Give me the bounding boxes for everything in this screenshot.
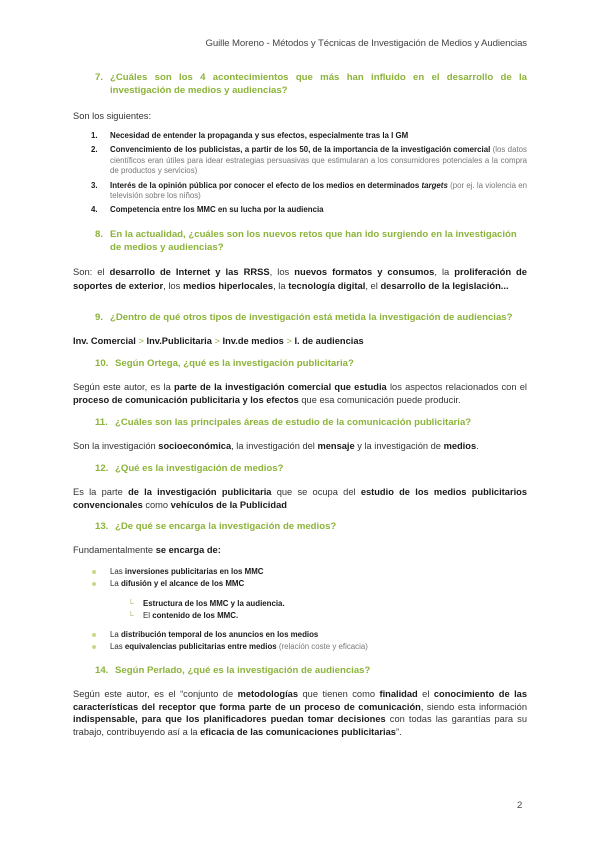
sub-list-item: └ Estructura de los MMC y la audiencia. [128, 599, 285, 608]
list-item-bold: Necesidad de entender la propaganda y sus efectos, especialmente tras la I GM [110, 131, 409, 140]
list-item-note: (por ej. la violencia en televisión sobre los niños) [110, 180, 528, 201]
question-number: 13. [95, 521, 109, 532]
list-number: 4. [91, 205, 98, 215]
list-number: 2. [91, 145, 98, 155]
answer-11: Son la investigación socioeconómica, la investigación del mensaje y la investigación de medios. [73, 441, 479, 451]
list-item [91, 131, 527, 141]
question-number: 7. [95, 72, 104, 83]
answer-9-chain: Inv. Comercial > Inv.Publicitaria > Inv.de medios > I. de audiencias [73, 336, 364, 346]
answer-14: Según este autor, es el “conjunto de metodologías que tienen como finalidad el conocimiento de las características del receptor que forma parte de un proceso de comunicación, siendo esta información indispensable, para que los planificadores puedan tomar decisiones con todas las garantías para su trabajo, contribuyendo así a la eficacia de las comunicaciones publicitarias”. [73, 689, 528, 737]
question-number: 11. [95, 417, 108, 428]
events-list [91, 131, 527, 220]
question-8 [95, 229, 527, 254]
list-item: La difusión y el alcance de los MMC [91, 578, 527, 590]
question-number: 10. [95, 358, 109, 369]
list-item: Las equivalencias publicitarias entre medios (relación coste y eficacia) [91, 641, 527, 653]
question-text: ¿Cuáles son las principales áreas de estudio de la comunicación publicitaria? [115, 417, 472, 428]
question-12 [95, 463, 527, 476]
running-header: Guille Moreno - Métodos y Técnicas de Investigación de Medios y Audiencias [205, 38, 527, 49]
list-item-note: (los datos científicos eran útiles para idear estrategias persuasivas que estimularan a los consumidores potenciales a la compra de productos y servicios) [110, 145, 527, 176]
question-10 [95, 358, 527, 371]
list-item: Las inversiones publicitarias en los MMC [91, 566, 527, 578]
answer-10: Según este autor, es la parte de la investigación comercial que estudia los aspectos relacionados con el proceso de comunicación publicitaria y los efectos que esa comunicación puede producir. [73, 382, 528, 405]
sub-bullet-icon: └ [128, 599, 134, 608]
intro-7: Son los siguientes: [73, 111, 152, 121]
answer-12: Es la parte de la investigación publicitaria que se ocupa del estudio de los medios publicitarios convencionales como vehículos de la Publicidad [73, 487, 528, 510]
question-7 [95, 72, 527, 97]
sub-list-item: └ El contenido de los MMC. [128, 610, 239, 620]
bullet-icon [92, 582, 96, 586]
intro-13: Fundamentalmente se encarga de: [73, 545, 221, 555]
list-item [91, 181, 527, 202]
question-text: ¿Cuáles son los 4 acontecimientos que más han influido en el desarrollo de la investigación de medios y audiencias? [110, 72, 527, 96]
question-number: 12. [95, 463, 109, 474]
question-number: 9. [95, 312, 104, 323]
question-text: En la actualidad, ¿cuáles son los nuevos retos que han ido surgiendo en la investigación de medios y audiencias? [110, 229, 517, 253]
list-item-bold: Convencimiento de los publicistas, a partir de los 50, de la importancia de la investigación comercial [110, 145, 491, 155]
list-item-italic: targets [421, 180, 448, 190]
answer-8: Son: el desarrollo de Internet y las RRSS, los nuevos formatos y consumos, la proliferación de soportes de exterior, los medios hiperlocales, la tecnología digital, el desarrollo de la legislación... [73, 266, 528, 291]
bullet-icon [92, 645, 96, 649]
tasks-list [91, 566, 527, 652]
question-text: Según Ortega, ¿qué es la investigación publicitaria? [115, 358, 354, 369]
question-text: Según Perlado, ¿qué es la investigación de audiencias? [115, 665, 371, 676]
page-number: 2 [517, 800, 523, 811]
list-item-bold: Interés de la opinión pública por conocer el efecto de los medios en determinados [110, 180, 422, 190]
list-item-bold: Competencia entre los MMC en su lucha por la audiencia [110, 205, 324, 215]
list-number: 3. [91, 180, 98, 190]
question-14 [95, 665, 527, 678]
bullet-icon [92, 633, 96, 637]
list-item: La distribución temporal de los anuncios en los medios [91, 629, 527, 641]
question-9 [95, 312, 527, 325]
question-11 [95, 417, 527, 430]
bullet-icon [92, 570, 96, 574]
question-13 [95, 521, 527, 534]
list-number: 1. [91, 131, 98, 140]
question-number: 8. [95, 229, 104, 240]
question-text: ¿Qué es la investigación de medios? [115, 463, 284, 474]
question-text: ¿De qué se encarga la investigación de medios? [115, 521, 337, 532]
sub-bullet-icon: └ [128, 610, 134, 620]
list-item [91, 145, 527, 176]
question-number: 14. [95, 665, 109, 676]
list-item [91, 205, 527, 215]
question-text: ¿Dentro de qué otros tipos de investigación está metida la investigación de audiencias? [110, 312, 513, 323]
